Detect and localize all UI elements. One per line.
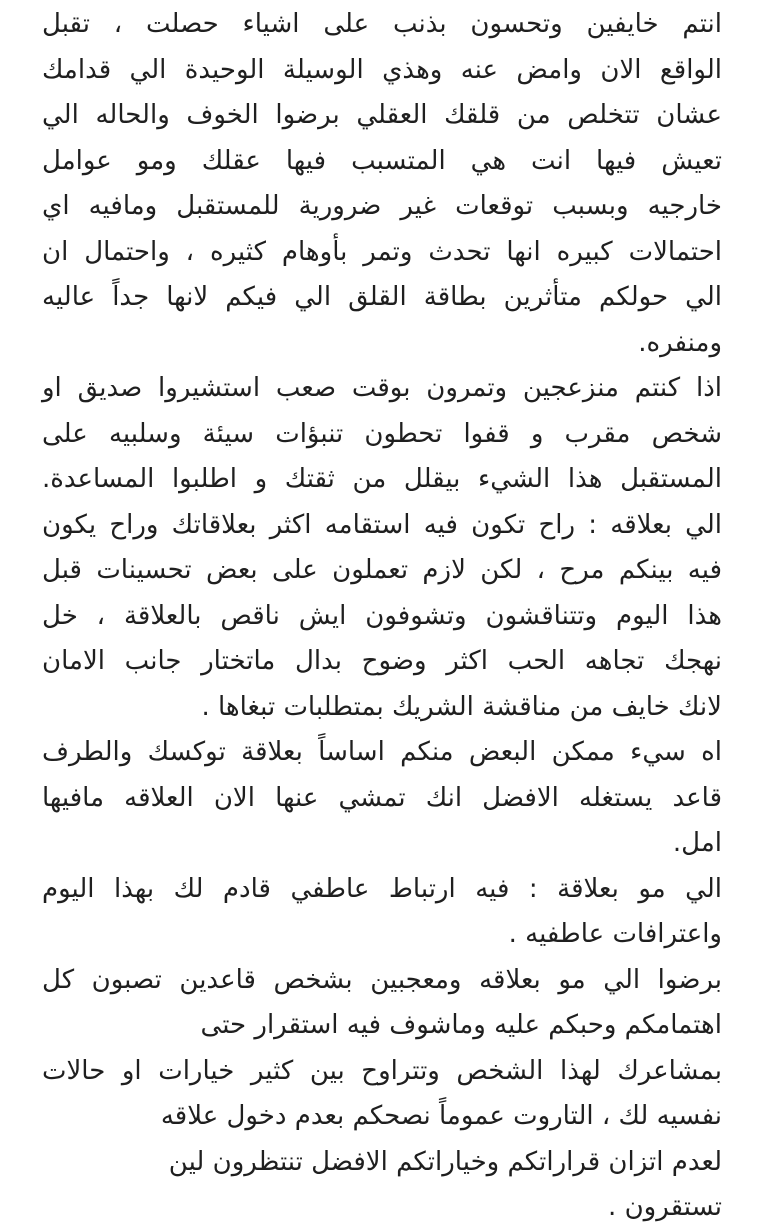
text-line: اهتمامكم وحبكم عليه وماشوف فيه استقرار حتى: [200, 1010, 722, 1040]
text-line: احتمالات كبيره انها تحدث وتمر بأوهام كثيره ، واحتمال ان: [42, 236, 722, 267]
text-line: اذا كنتم منزعجين وتمرون بوقت صعب استشيروا صديق او: [42, 373, 722, 403]
text-line: عشان تتخلص من قلقك العقلي برضوا الخوف والحاله الي: [42, 100, 722, 130]
text-line: بمشاعرك لهذا الشخص وتتراوح بين كثير خيارات او حالات: [42, 1055, 722, 1086]
text-document: [0, 2, 764, 1222]
text-line: الواقع الان وامض عنه وهذي الوسيلة الوحيدة الي قدامك: [42, 54, 722, 85]
text-line: المستقبل هذا الشيء بيقلل من ثقتك و اطلبوا المساعدة.: [42, 464, 722, 494]
text-line: تعيش فيها انت هي المتسبب فيها عقلك ومو عوامل: [42, 145, 722, 176]
text-line: تستقرون .: [608, 1192, 722, 1222]
text-line: ومنفره.: [638, 327, 722, 358]
text-line: انتم خايفين وتحسون بذنب على اشياء حصلت ، تقبل: [42, 9, 722, 39]
text-line: واعترافات عاطفيه .: [508, 919, 722, 949]
text-line: نفسيه لك ، التاروت عموماً نصحكم بعدم دخول علاقه: [160, 1101, 722, 1131]
text-line: امل.: [672, 828, 722, 858]
text-line: هذا اليوم وتتناقشون وتشوفون ايش ناقص بالعلاقة ، خل: [42, 600, 722, 631]
text-line: خارجيه وبسبب توقعات غير ضرورية للمستقبل ومافيه اي: [42, 191, 722, 221]
text-line: الي مو بعلاقة : فيه ارتباط عاطفي قادم لك بهذا اليوم: [42, 873, 722, 904]
text-line: اه سيء ممكن البعض منكم اساساً بعلاقة توكسك والطرف: [42, 737, 722, 767]
text-line: برضوا الي مو بعلاقه ومعجبين بشخص قاعدين تصبون كل: [42, 964, 722, 995]
text-line: فيه بينكم مرح ، لكن لازم تعملون على بعض تحسينات قبل: [42, 555, 722, 585]
text-line: الي حولكم متأثرين بطاقة القلق الي فيكم لانها جداً عاليه: [42, 282, 722, 312]
text-line: لانك خايف من مناقشة الشريك بمتطلبات تبغاها .: [201, 691, 722, 722]
text-line: لعدم اتزان قراراتكم وخياراتكم الافضل تنتظرون لين: [168, 1146, 722, 1177]
text-line: شخص مقرب و قفوا تحطون تنبؤات سيئة وسلبيه على: [42, 418, 722, 449]
text-line: الي بعلاقه : راح تكون فيه استقامه اكثر بعلاقاتك وراح يكون: [42, 509, 722, 540]
text-line: نهجك تجاهه الحب اكثر وضوح بدال ماتختار جانب الامان: [42, 646, 722, 676]
text-line: قاعد يستغله الافضل انك تمشي عنها الان العلاقه مافيها: [42, 782, 722, 813]
